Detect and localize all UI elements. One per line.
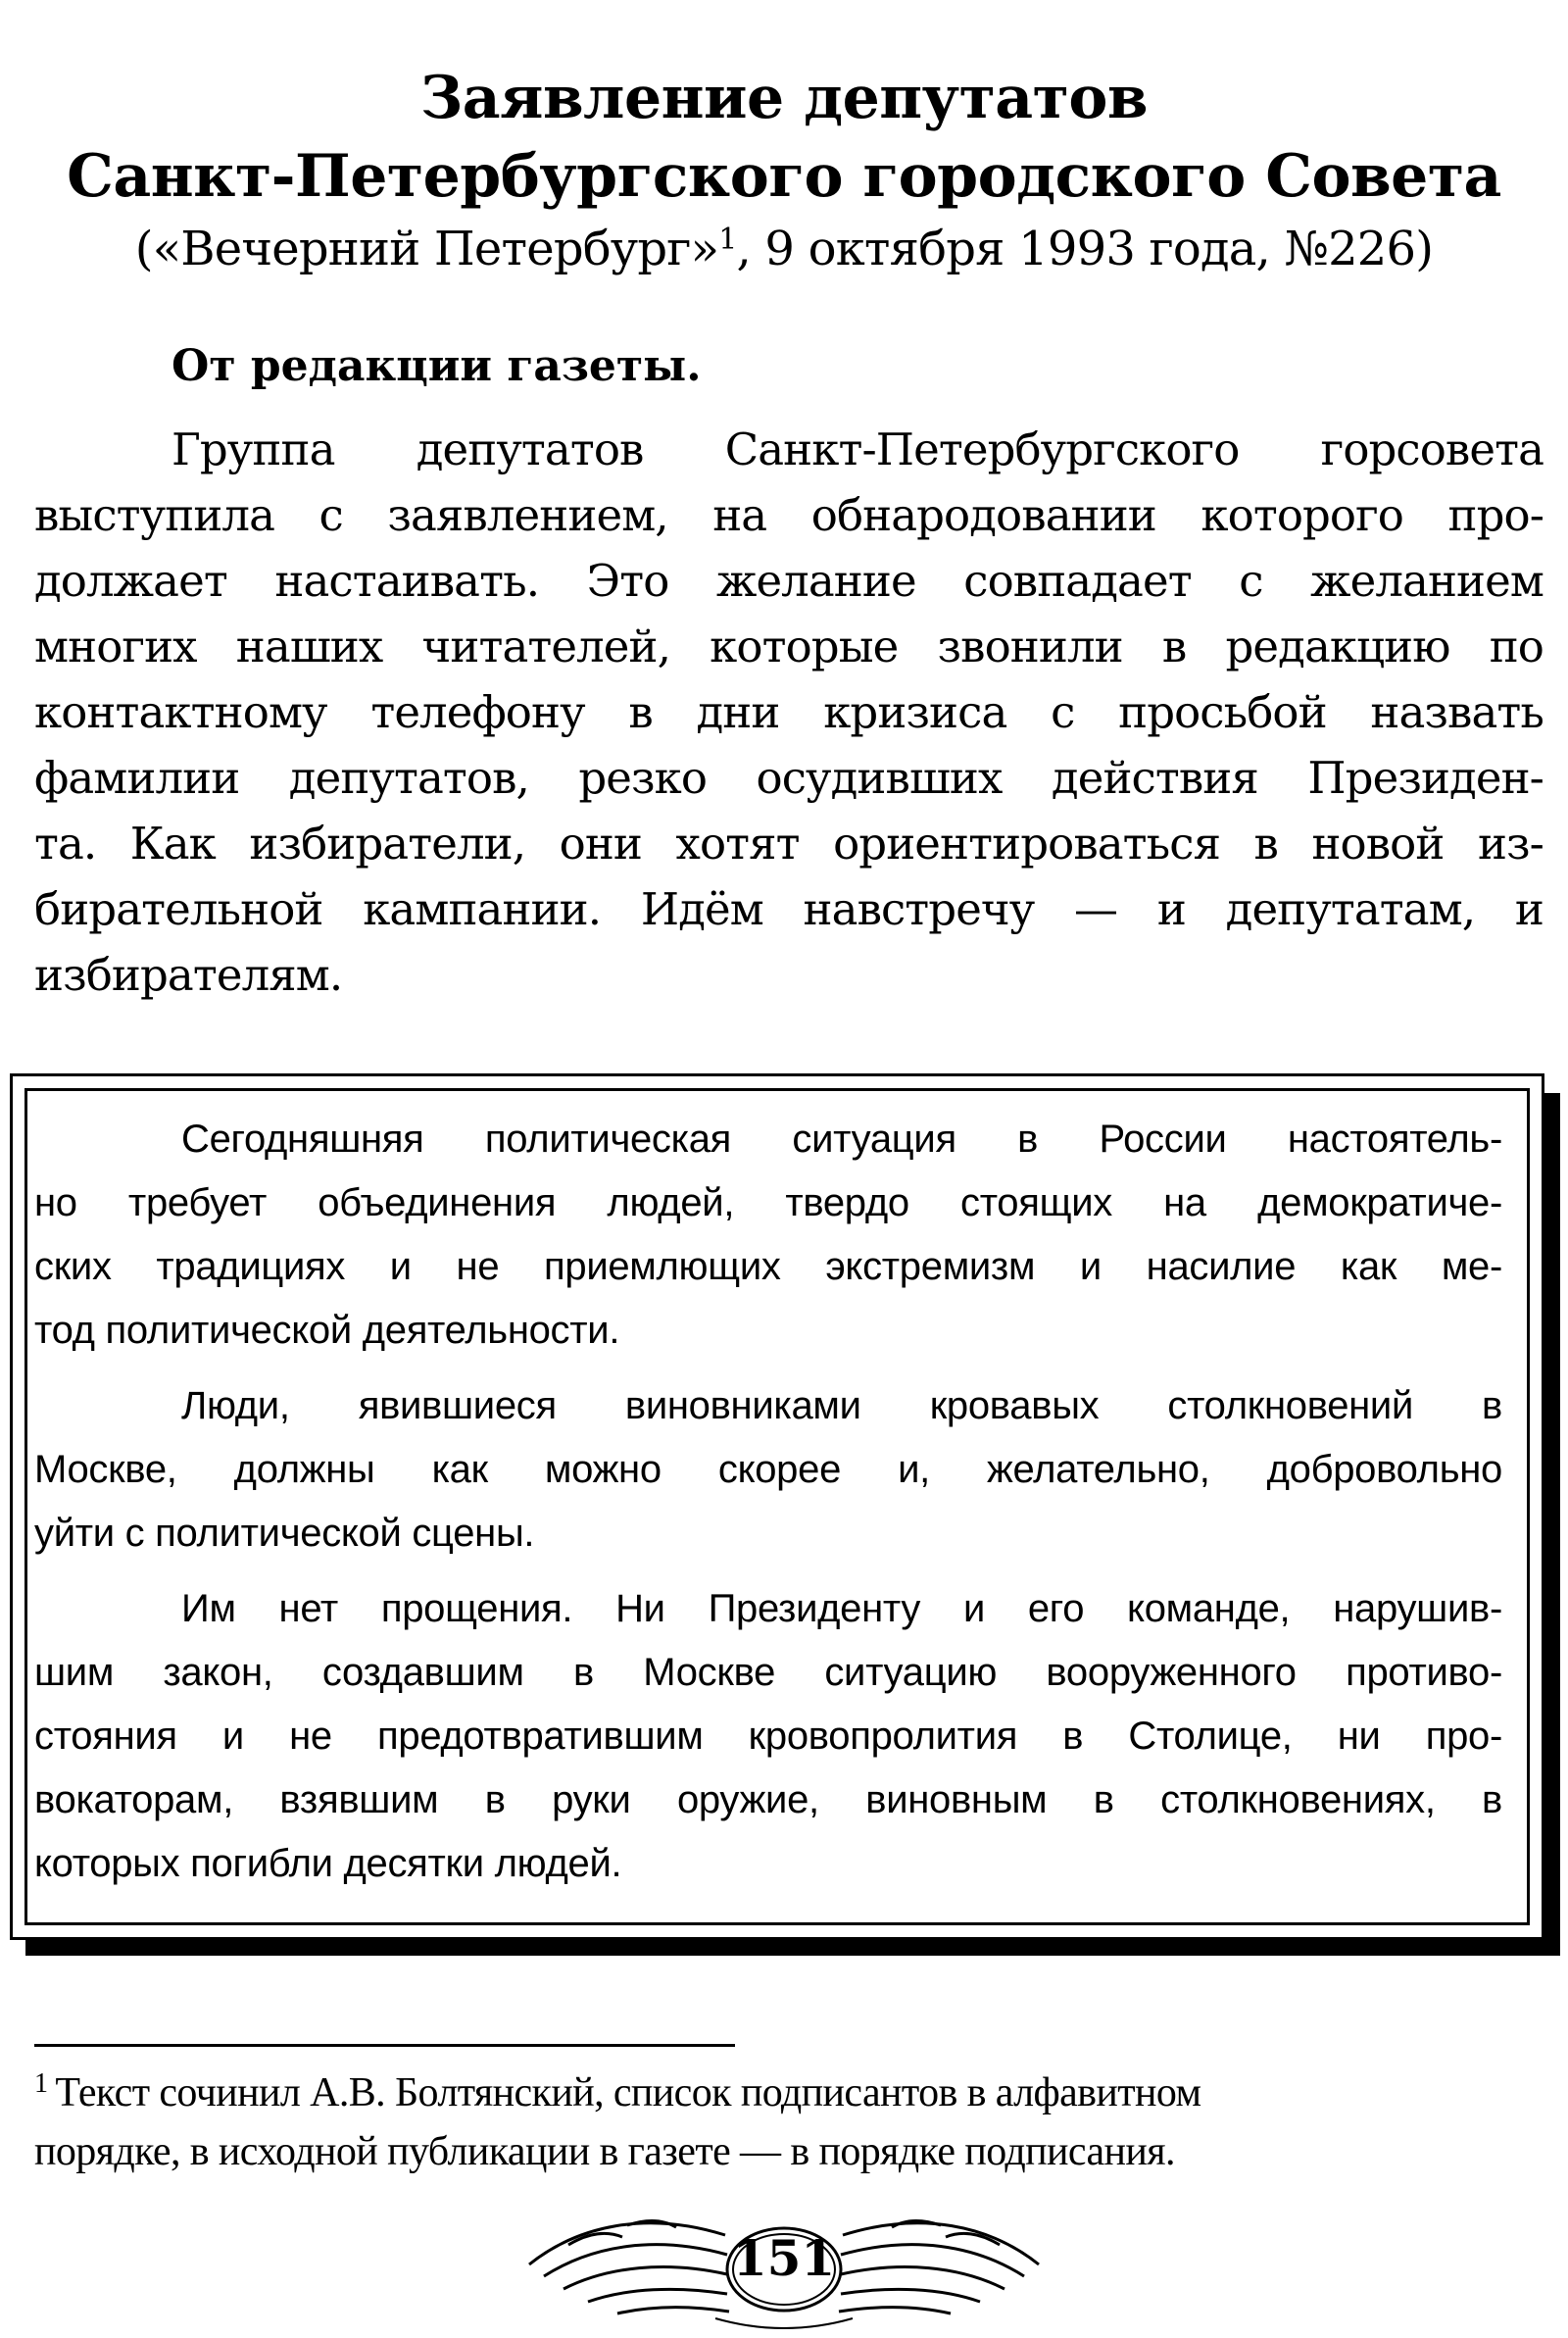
page-number: 151 xyxy=(732,2229,836,2287)
footnote-marker: 1 xyxy=(34,2068,48,2099)
statement-line: но требует объединения людей, твердо стоящих на демократиче- xyxy=(34,1181,1502,1224)
statement-line: Москве, должны как можно скорее и, желательно, добровольно xyxy=(34,1448,1502,1491)
editorial-heading: От редакции газеты. xyxy=(172,341,702,391)
footnote-text-1: Текст сочинил А.В. Болтянский, список подписантов в алфавитном xyxy=(55,2070,1201,2115)
statement-line: Сегодняшняя политическая ситуация в России настоятель- xyxy=(181,1118,1502,1161)
statement-text xyxy=(34,1108,1502,1896)
title-line-2: Санкт-Петербургского городского Совета xyxy=(67,142,1501,211)
editorial-line: должает настаивать. Это желание совпадает с желанием xyxy=(34,555,1544,607)
statement-line: шим закон, создавшим в Москве ситуацию вооруженного противо- xyxy=(34,1651,1502,1694)
footnote-line-1 xyxy=(34,2064,1475,2122)
paragraph-gap xyxy=(34,1566,1502,1577)
statement-line: уйти с политической сцены. xyxy=(34,1512,535,1555)
editorial-line: выступила с заявлением, на обнародовании которого про- xyxy=(34,489,1544,541)
statement-line: стояния и не предотвратившим кровопролития в Столице, ни про- xyxy=(34,1715,1502,1758)
footnote xyxy=(34,2064,1475,2181)
footnote-line-2: порядке, в исходной публикации в газете — в порядке подписания. xyxy=(34,2129,1175,2174)
subtitle-source xyxy=(0,222,1568,276)
subtitle-close: , 9 октября 1993 года, №226) xyxy=(736,222,1434,276)
editorial-text xyxy=(34,417,1544,1008)
editorial-line: избирателям. xyxy=(34,949,343,1001)
title-line-1: Заявление депутатов xyxy=(419,64,1149,132)
statement-line: вокаторам, взявшим в руки оружие, виновным в столкновениях, в xyxy=(34,1778,1502,1821)
subtitle-open: («Вечерний Петербург» xyxy=(134,222,719,276)
paragraph-gap xyxy=(34,1363,1502,1374)
editorial-line: та. Как избиратели, они хотят ориентироваться в новой из- xyxy=(34,818,1544,870)
footnote-reference[interactable]: 1 xyxy=(718,223,737,257)
editorial-line: контактному телефону в дни кризиса с просьбой назвать xyxy=(34,686,1544,738)
editorial-line: фамилии депутатов, резко осудивших действия Президен- xyxy=(34,752,1544,804)
editorial-line: бирательной кампании. Идём навстречу — и депутатам, и xyxy=(34,883,1544,935)
editorial-line: Группа депутатов Санкт-Петербургского горсовета xyxy=(172,423,1544,475)
footnote-separator xyxy=(34,2044,735,2047)
statement-line: тод политической деятельности. xyxy=(34,1309,620,1352)
statement-line: Им нет прощения. Ни Президенту и его команде, нарушив- xyxy=(181,1587,1502,1630)
editorial-line: многих наших читателей, которые звонили в редакцию по xyxy=(34,621,1544,672)
statement-line: которых погибли десятки людей. xyxy=(34,1842,622,1885)
statement-line: Люди, явившиеся виновниками кровавых столкновений в xyxy=(181,1384,1502,1427)
statement-line: ских традициях и не приемлющих экстремизм и насилие как ме- xyxy=(34,1245,1502,1288)
